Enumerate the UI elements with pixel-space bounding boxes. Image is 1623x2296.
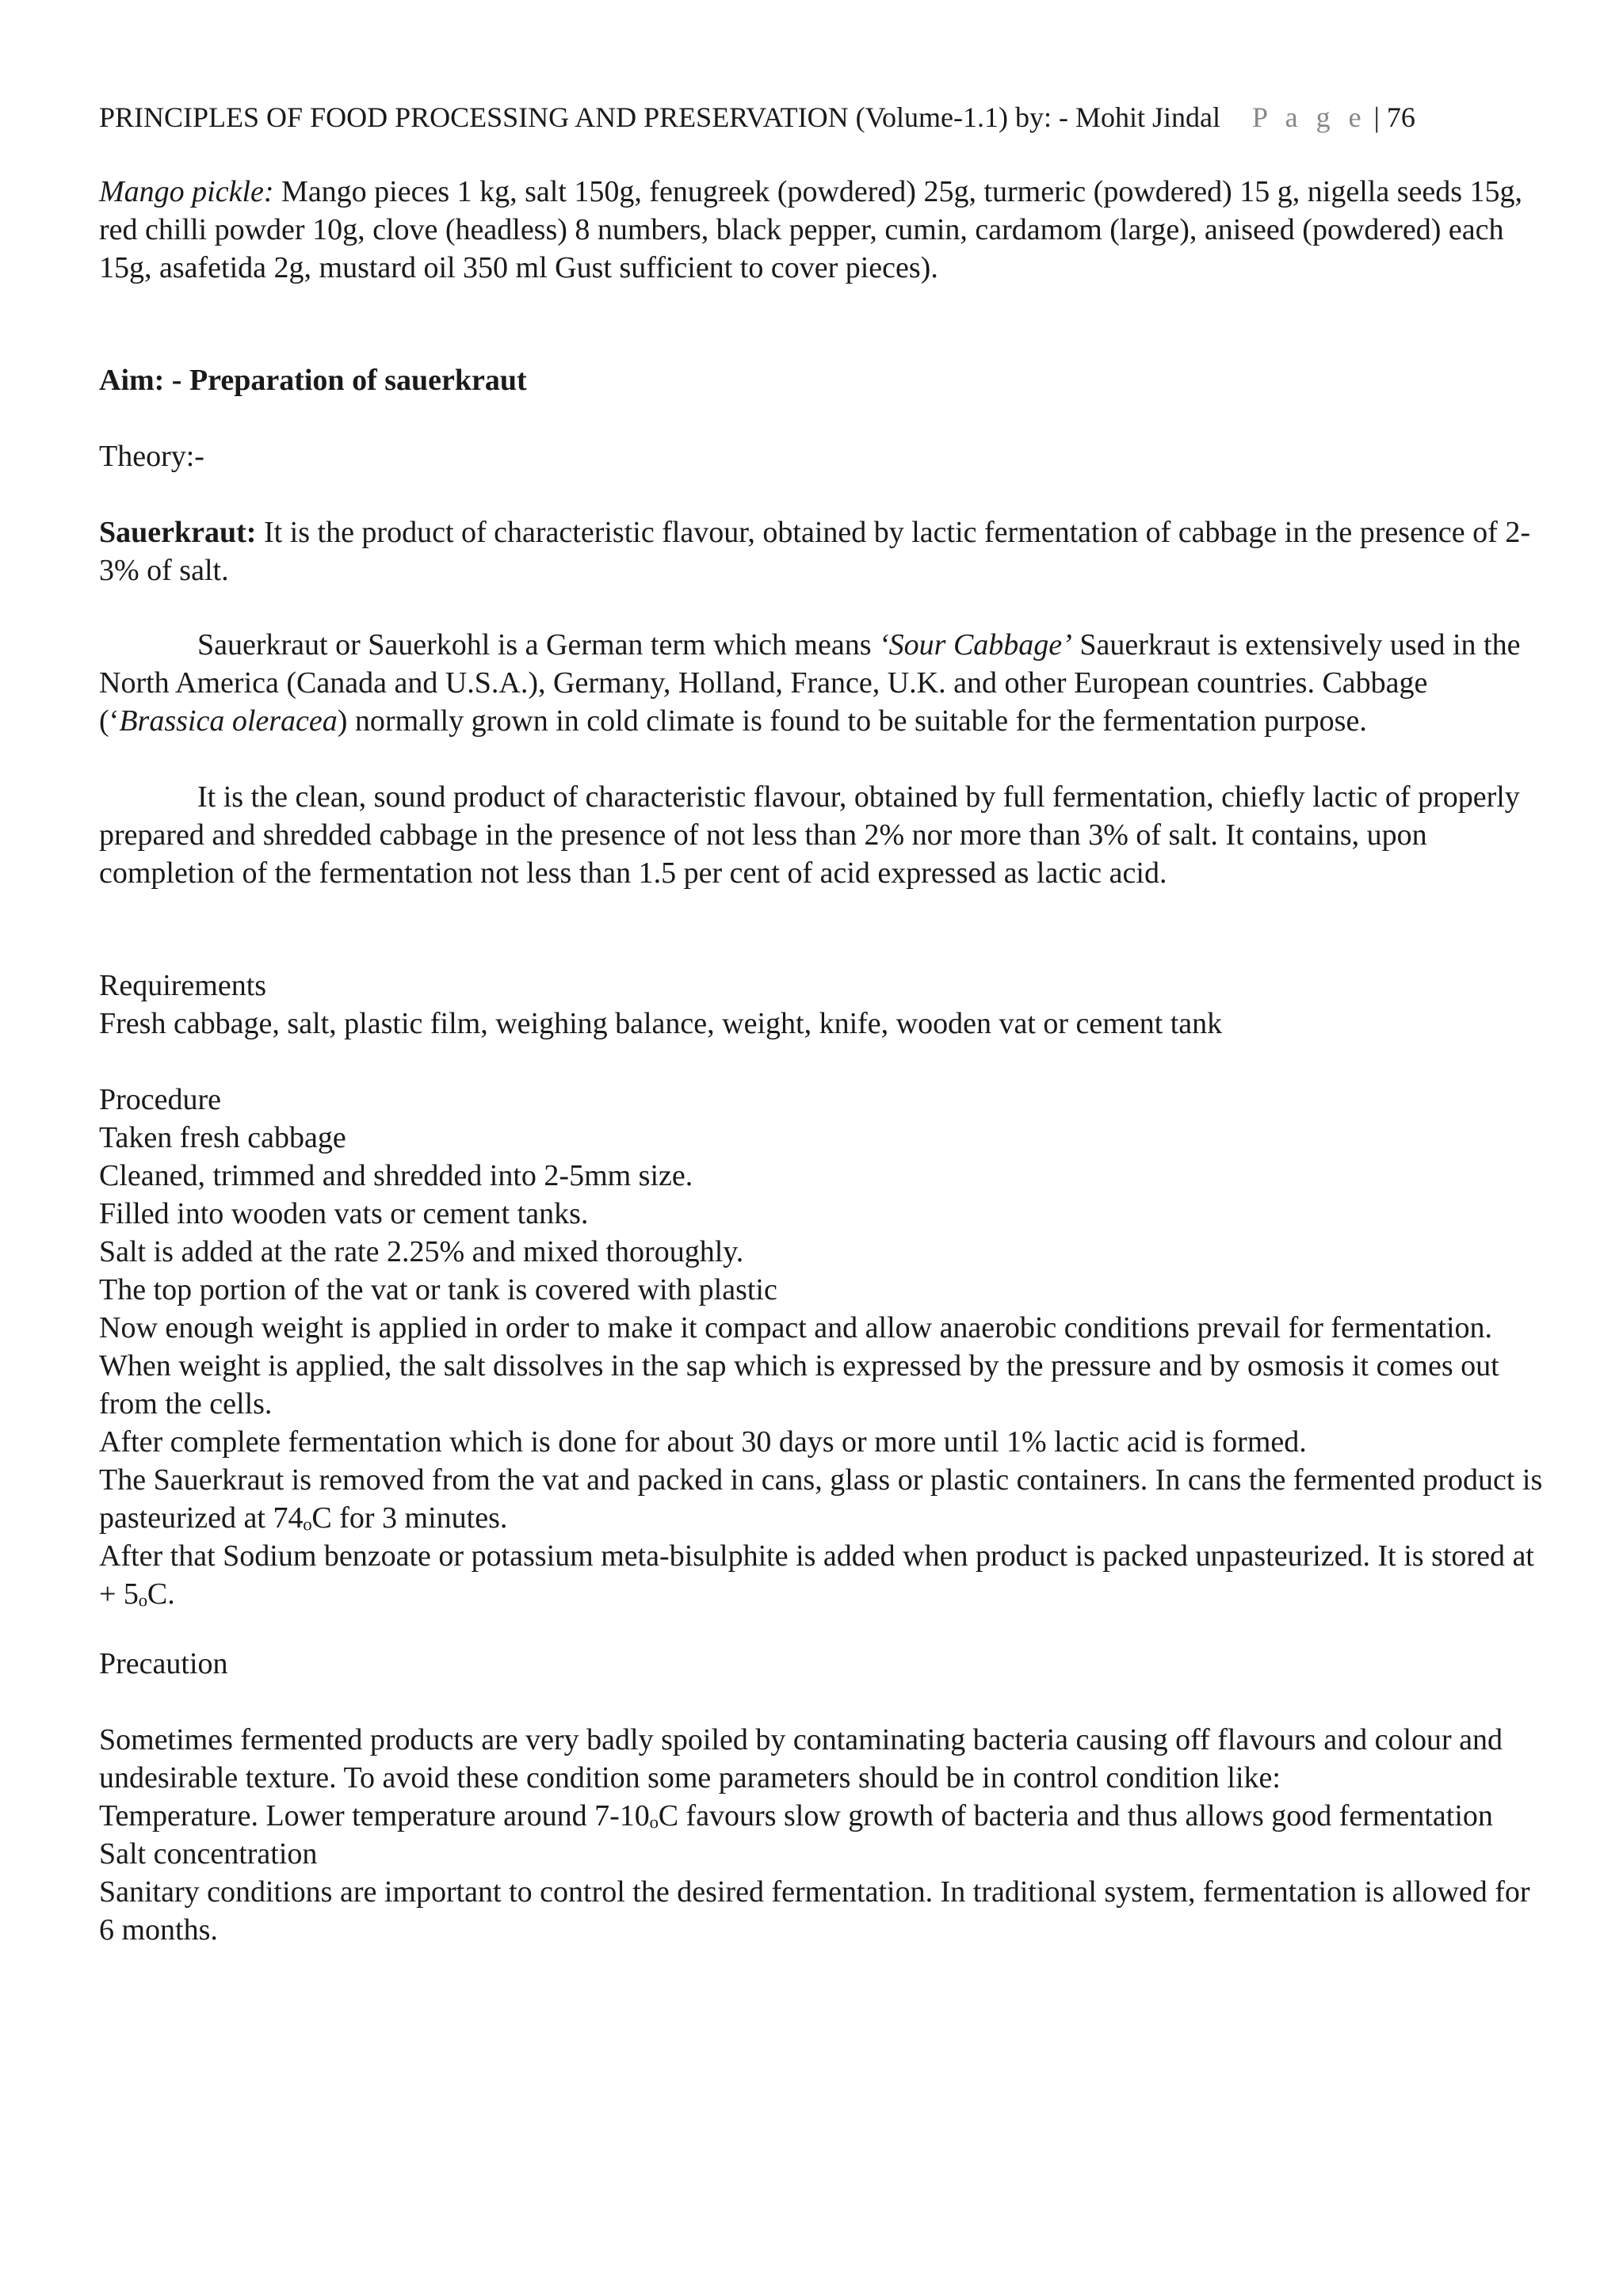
- header-separator: |: [1373, 101, 1380, 133]
- theory-heading: Theory:-: [99, 440, 204, 473]
- procedure-section: [99, 1081, 1549, 1613]
- mango-pickle-label: Mango pickle:: [99, 175, 274, 208]
- sauerkraut-origin-paragraph: Sauerkraut or Sauerkohl is a German term which means ‘Sour Cabbage’ Sauerkraut is extensively used in the North America (Canada and U.S.A.), Germany, Holland, France, U.K. and other European countries. Cabbage (‘Brassica oleracea) normally grown in cold climate is found to be suitable for the fermentation purpose.: [99, 628, 1521, 738]
- procedure-step: The top portion of the vat or tank is covered with plastic: [99, 1273, 777, 1306]
- precaution-intro: Sometimes fermented products are very badly spoiled by contaminating bacteria causing off flavours and colour and undesirable texture. To avoid these condition some parameters should be in control condition like:: [99, 1723, 1503, 1794]
- requirements-text: Fresh cabbage, salt, plastic film, weighing balance, weight, knife, wooden vat or cement tank: [99, 1007, 1223, 1040]
- header-page-number: 76: [1386, 101, 1415, 133]
- procedure-heading: Procedure: [99, 1083, 222, 1116]
- definition-text: It is the product of characteristic flavour, obtained by lactic fermentation of cabbage in the presence of 2-3% of salt.: [99, 516, 1530, 587]
- procedure-step: Filled into wooden vats or cement tanks.: [99, 1197, 589, 1230]
- precaution-heading: Precaution: [99, 1647, 228, 1680]
- procedure-step: After that Sodium benzoate or potassium meta-bisulphite is added when product is packed unpasteurized. It is stored at + 5ₒC.: [99, 1539, 1534, 1611]
- mango-pickle-text: Mango pieces 1 kg, salt 150g, fenugreek (powdered) 25g, turmeric (powdered) 15 g, nigella seeds 15g, red chilli powder 10g, clove (headless) 8 numbers, black pepper, cumin, cardamom (large), aniseed (powdered) each 15g, asafetida 2g, mustard oil 350 ml Gust sufficient to cover pieces).: [99, 175, 1523, 284]
- sour-cabbage-term: ‘Sour Cabbage’: [879, 628, 1072, 662]
- sauerkraut-definition: [99, 513, 1549, 589]
- procedure-step: Taken fresh cabbage: [99, 1121, 346, 1154]
- procedure-step: Cleaned, trimmed and shredded into 2-5mm size.: [99, 1159, 693, 1192]
- header-title: PRINCIPLES OF FOOD PROCESSING AND PRESERVATION (Volume-1.1) by: - Mohit Jindal: [99, 101, 1220, 133]
- precaution-section: [99, 1645, 1549, 1949]
- precaution-item: Salt concentration: [99, 1837, 318, 1871]
- requirements-section: [99, 967, 1549, 1043]
- scientific-name: Brassica oleracea: [119, 704, 338, 738]
- header-page-word: P a g e: [1251, 101, 1367, 133]
- procedure-step: The Sauerkraut is removed from the vat and packed in cans, glass or plastic containers. In cans the fermented product is pasteurized at 74ₒC for 3 minutes.: [99, 1463, 1543, 1535]
- procedure-step: Now enough weight is applied in order to make it compact and allow anaerobic conditions prevail for fermentation. When weight is applied, the salt dissolves in the sap which is expressed by the pressure and by osmosis it comes out from the cells.: [99, 1311, 1499, 1421]
- aim-heading: Aim: - Preparation of sauerkraut: [99, 364, 527, 397]
- procedure-step: Salt is added at the rate 2.25% and mixed thoroughly.: [99, 1235, 744, 1268]
- requirements-heading: Requirements: [99, 969, 267, 1002]
- mango-pickle-paragraph: [99, 173, 1549, 287]
- sauerkraut-standard-paragraph: It is the clean, sound product of characteristic flavour, obtained by full fermentation, chiefly lactic of properly prepared and shredded cabbage in the presence of not less than 2% nor more than 3% of salt. It contains, upon completion of the fermentation not less than 1.5 per cent of acid expressed as lactic acid.: [99, 780, 1520, 890]
- page-header: [99, 98, 1549, 136]
- precaution-item: Temperature. Lower temperature around 7-10ₒC favours slow growth of bacteria and thus allows good fermentation: [99, 1799, 1493, 1833]
- precaution-item: Sanitary conditions are important to control the desired fermentation. In traditional system, fermentation is allowed for 6 months.: [99, 1875, 1530, 1947]
- definition-label: Sauerkraut:: [99, 516, 257, 549]
- procedure-step: After complete fermentation which is done for about 30 days or more until 1% lactic acid is formed.: [99, 1425, 1307, 1459]
